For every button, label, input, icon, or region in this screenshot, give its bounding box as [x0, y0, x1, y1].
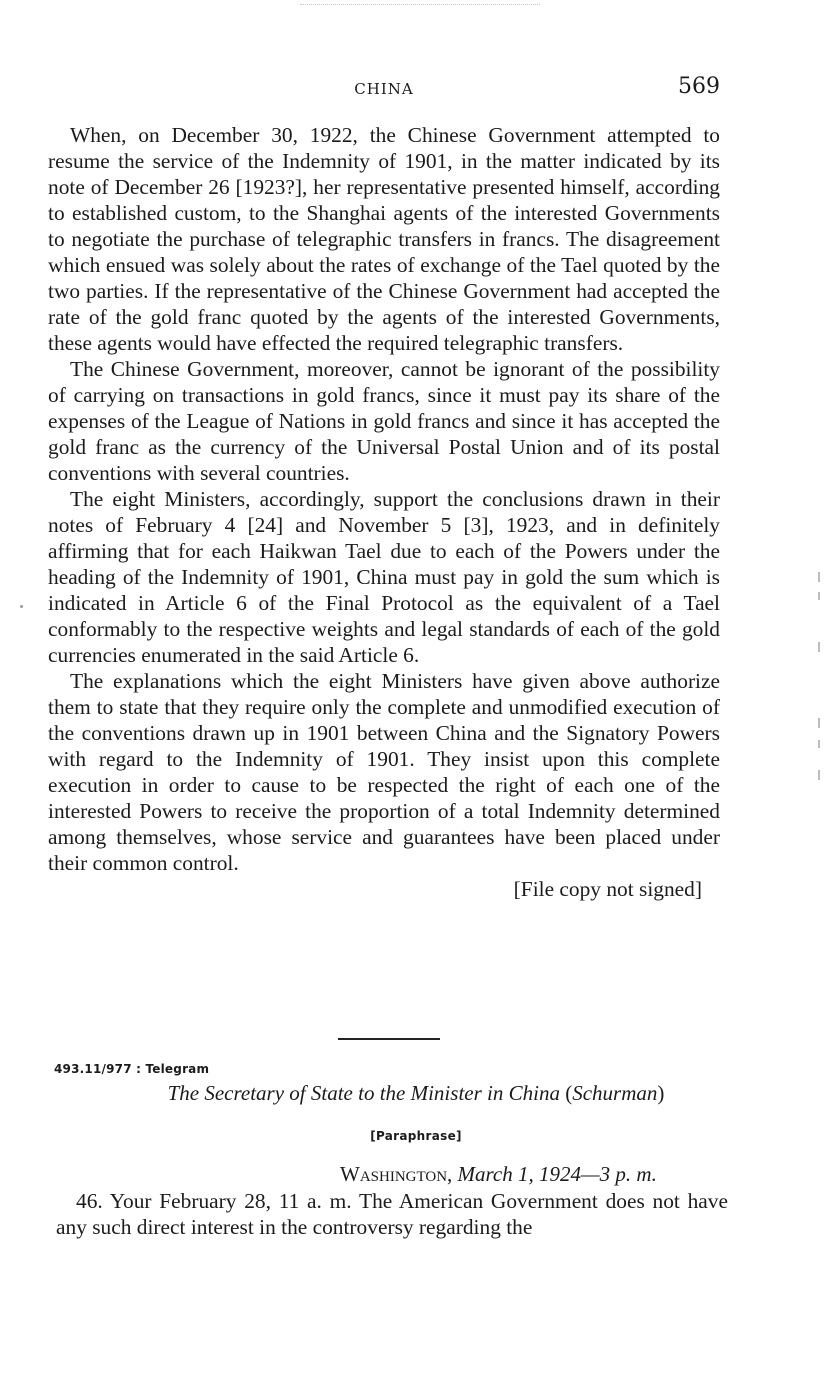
paragraph: When, on December 30, 1922, the Chinese Government attempted to resume the service of the Indemnity of 1901, in the matter indicated by its note of December 26 [1923?], her representative presented himself, according to established custom, to the Shanghai agents of the interested Governments to negotiate the purchase of telegraphic transfers in francs. The disagreement which ensued was solely about the rates of exchange of the Tael quoted by the two parties. If the representative of the Chinese Government had accepted the rate of the gold franc quoted by the agents of the interested Governments, these agents would have effected the required telegraphic transfers. [48, 123, 720, 355]
signature-note: [File copy not signed] [513, 877, 702, 901]
document-reference: 493.11/977 : Telegram [54, 1062, 210, 1076]
letter-body [48, 122, 720, 902]
page-number: 569 [678, 74, 720, 99]
paragraph: The Chinese Government, moreover, cannot be ignorant of the possibility of carrying on transactions in gold francs, since it must pay its share of the expenses of the League of Nations in gold francs and since it has accepted the gold franc as the currency of the Universal Postal Union and of its postal conventions with several countries. [48, 357, 720, 485]
margin-dot [20, 605, 23, 608]
document-title-text: The Secretary of State to the Minister in China [167, 1081, 560, 1105]
person-name: Schurman [572, 1081, 658, 1105]
dateline-place: Washington, [340, 1162, 453, 1186]
section-divider [338, 1038, 440, 1040]
scan-artifact [300, 4, 540, 11]
paraphrase-label: [Paraphrase] [370, 1129, 462, 1143]
telegram-body [56, 1188, 728, 1240]
paragraph: The explanations which the eight Ministers have given above authorize them to state that they require only the complete and unmodified execution of the conventions drawn up in 1901 between China and the Signatory Powers with regard to the Indemnity of 1901. They insist upon this complete execution in order to cause to be respected the right of each one of the interested Powers to receive the proportion of a total Indemnity determined among themselves, whose service and guarantees have been placed under their common control. [48, 669, 720, 875]
dateline-date: March 1, 1924—3 p. m. [457, 1162, 657, 1186]
margin-marks [818, 570, 830, 800]
document-title [48, 1081, 784, 1106]
paragraph: 46. Your February 28, 11 a. m. The American Government does not have any such direct interest in the controversy regarding the [56, 1189, 728, 1239]
page-header [48, 76, 720, 106]
paragraph: The eight Ministers, accordingly, support the conclusions drawn in their notes of February 4 [24] and November 5 [3], 1923, and in definitely affirming that for each Haikwan Tael due to each of the Powers under the heading of the Indemnity of 1901, China must pay in gold the sum which is indicated in Article 6 of the Final Protocol as the equivalent of a Tael conformably to the respective weights and legal standards of each of the gold currencies enumerated in the said Article 6. [48, 487, 720, 667]
document-title-person: (Schurman) [565, 1081, 665, 1105]
dateline [340, 1162, 657, 1187]
running-head: CHINA [354, 80, 414, 98]
